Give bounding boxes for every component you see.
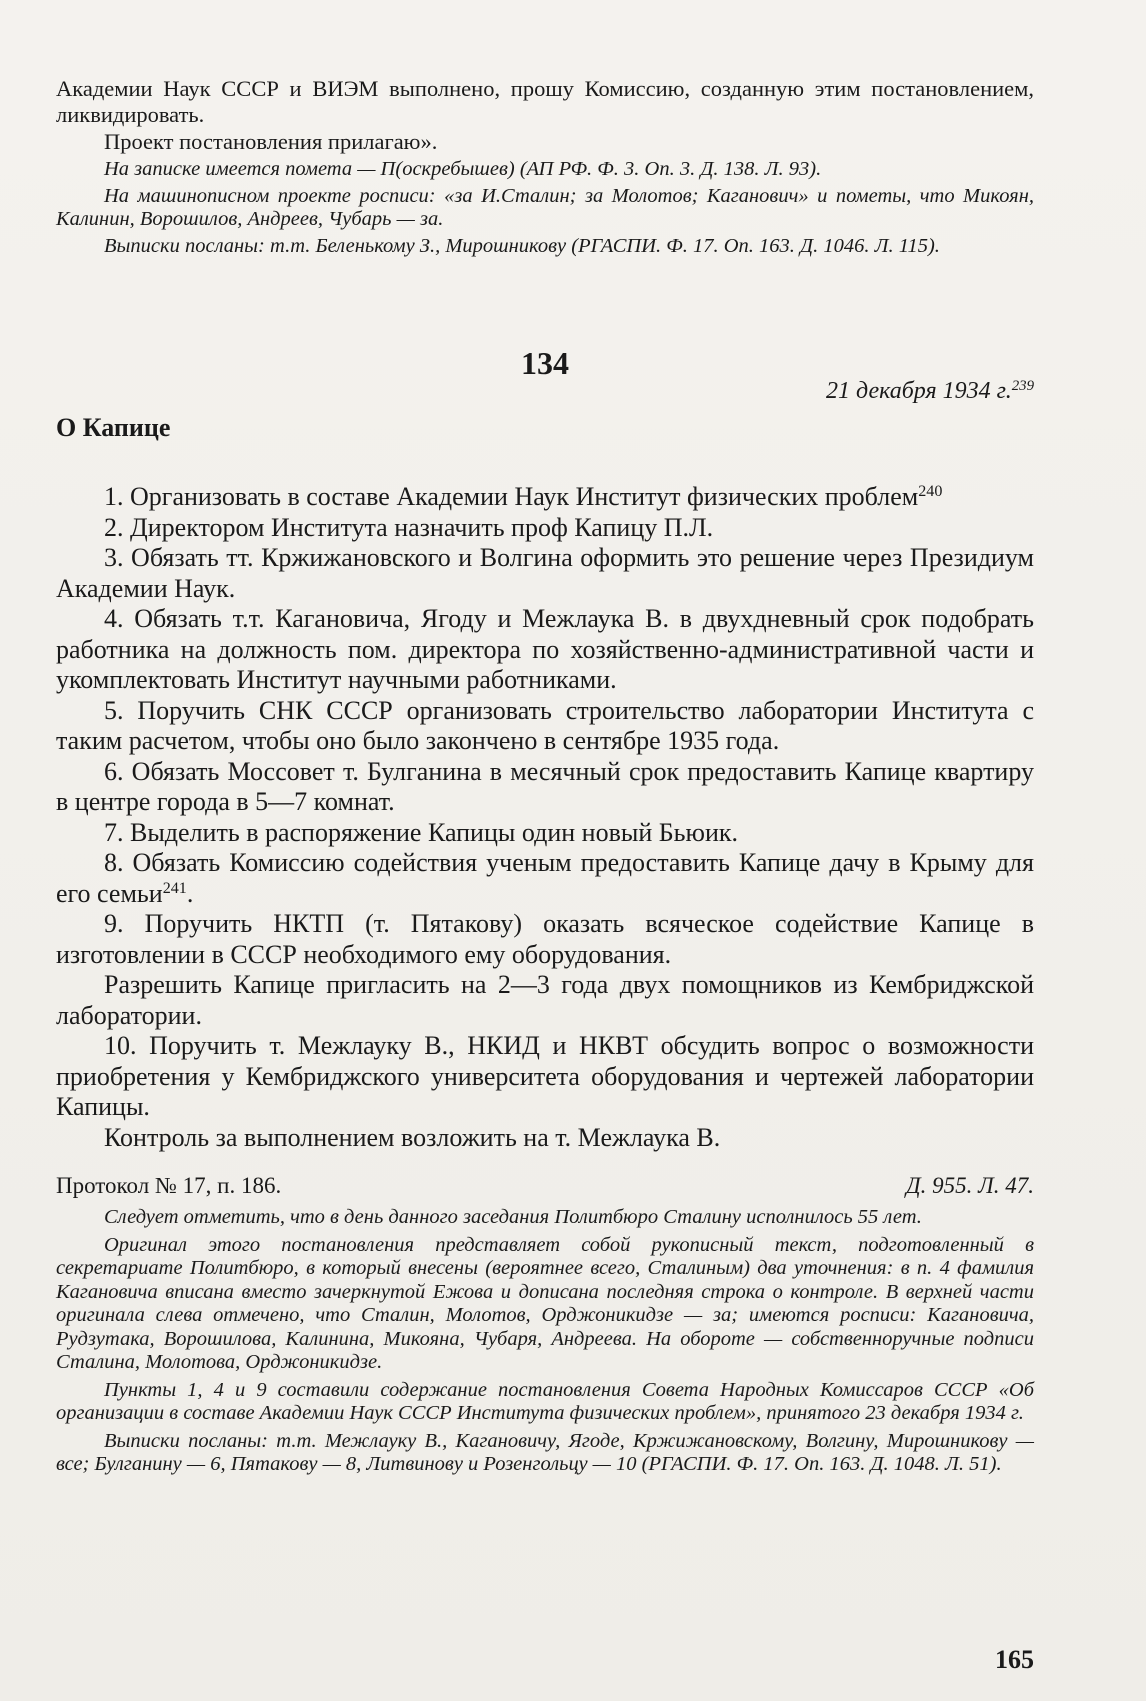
footnote-ref: 241	[162, 879, 187, 897]
resolution-item: Разрешить Капице пригласить на 2—3 года двух помощников из Кембриджской лаборатории.	[56, 970, 1034, 1030]
footnote-ref: 239	[1011, 377, 1034, 394]
archival-note: На машинописном проекте росписи: «за И.Сталин; за Молотов; Каганович» и пометы, что Микоян, Калинин, Ворошилов, Андреев, Чубарь — за.	[56, 184, 1034, 230]
document-title: О Капице	[56, 413, 171, 442]
editorial-note: Пункты 1, 4 и 9 составили содержание постановления Совета Народных Комиссаров СССР «Об организации в составе Академии Наук СССР Института физических проблем», принятого 23 декабря 1934 г.	[56, 1378, 1034, 1424]
editorial-note: Оригинал этого постановления представляет собой рукописный текст, подготовленный в секретариате Политбюро, в который внесены (вероятнее всего, Сталиным) два уточнения: в п. 4 фамилия Кагановича вписана вместо зачеркнутой Ежова и дописана последняя строка о контроле. В верхней части оригинала слева отмечено, что Сталин, Молотов, Орджоникидзе — за; имеются росписи: Кагановича, Рудзутака, Ворошилова, Калинина, Микояна, Чубаря, Андреева. На обороте — собственноручные подписи Сталина, Молотова, Орджоникидзе.	[56, 1233, 1034, 1373]
date-text: 21 декабря 1934 г.	[826, 378, 1012, 404]
resolution-item: 8. Обязать Комиссию содействия ученым предоставить Капице дачу в Крыму для его семьи$^{241}$.	[56, 848, 1034, 908]
editorial-notes	[56, 1206, 1034, 1477]
resolution-item: 7. Выделить в распоряжение Капицы один новый Бьюик.	[104, 817, 738, 847]
protocol-number: Протокол № 17, п. 186.	[56, 1173, 282, 1198]
paragraph: Проект постановления прилагаю».	[104, 129, 438, 154]
resolution-body	[56, 482, 1034, 1153]
footnote-ref: 240	[918, 483, 943, 501]
editorial-note: Выписки посланы: т.т. Межлауку В., Кагановичу, Ягоде, Кржижановскому, Волгину, Мирошникову — все; Булганину — 6, Пятакову — 8, Литвинову и Розенгольцу — 10 (РГАСПИ. Ф. 17. Оп. 163. Д. 1048. Л. 51).	[56, 1429, 1034, 1475]
archival-note: На записке имеется помета — П(оскребышев) (АП РФ. Ф. 3. Оп. 3. Д. 138. Л. 93).	[104, 158, 822, 180]
editorial-note: Следует отметить, что в день данного заседания Политбюро Сталину исполнилось 55 лет.	[104, 1206, 922, 1228]
resolution-item: 3. Обязать тт. Кржижановского и Волгина оформить это решение через Президиум Академии Наук.	[56, 543, 1034, 603]
resolution-item: 2. Директором Института назначить проф Капицу П.Л.	[104, 512, 714, 542]
archive-reference: Д. 955. Л. 47.	[906, 1173, 1034, 1198]
resolution-item: 1. Организовать в составе Академии Наук Институт физических проблем$^{240}$	[104, 482, 943, 511]
resolution-item: 9. Поручить НКТП (т. Пятакову) оказать всяческое содействие Капице в изготовлении в СССР необходимого ему оборудования.	[56, 909, 1034, 969]
resolution-item: 5. Поручить СНК СССР организовать строительство лаборатории Института с таким расчетом, чтобы оно было закончено в сентябре 1935 года.	[56, 695, 1034, 755]
archival-note: Выписки посланы: т.т. Беленькому З., Мирошникову (РГАСПИ. Ф. 17. Оп. 163. Д. 1046. Л. 115).	[104, 234, 940, 257]
protocol-line	[56, 1172, 1034, 1199]
document-number: 134	[521, 345, 569, 381]
page-number: 165	[995, 1645, 1034, 1674]
previous-document-ending	[56, 76, 1034, 258]
resolution-item: Контроль за выполнением возложить на т. Межлаука В.	[104, 1122, 721, 1152]
paragraph: Академии Наук СССР и ВИЭМ выполнено, прошу Комиссию, созданную этим постановлением, ликвидировать.	[56, 76, 1034, 127]
document-header	[56, 345, 1034, 443]
resolution-item: 4. Обязать т.т. Кагановича, Ягоду и Межлаука В. в двухдневный срок подобрать работника на должность пом. директора по хозяйственно-административной части и укомплектовать Институт научными работниками.	[56, 604, 1034, 694]
resolution-item: 6. Обязать Моссовет т. Булганина в месячный срок предоставить Капице квартиру в центре города в 5—7 комнат.	[56, 756, 1034, 816]
resolution-item: 10. Поручить т. Межлауку В., НКИД и НКВТ обсудить вопрос о возможности приобретения у Кембриджского университета оборудования и чертежей лаборатории Капицы.	[56, 1031, 1034, 1121]
document-date	[56, 377, 1034, 405]
